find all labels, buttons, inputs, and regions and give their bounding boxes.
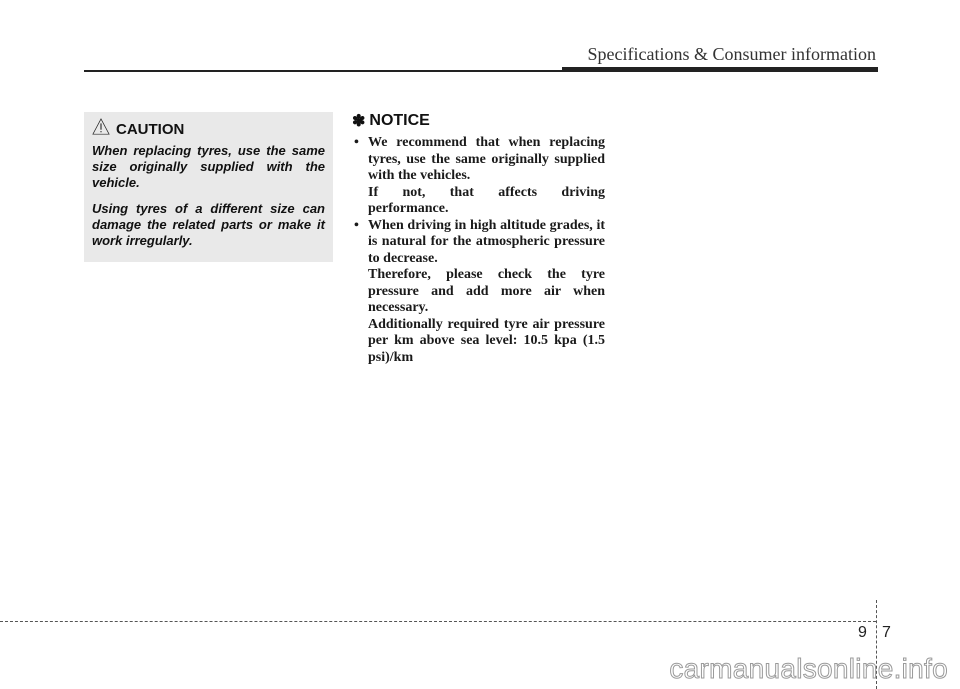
bullet-icon: •: [354, 217, 359, 233]
notice-section: [352, 111, 605, 366]
caution-heading: [92, 118, 325, 140]
caution-paragraph: Using tyres of a different size can damage the related parts or make it work irregularly.: [92, 201, 325, 248]
caution-box: [84, 112, 333, 262]
notice-text: When driving in high altitude grades, it is natural for the atmospheric pressure to decrease.: [368, 217, 605, 266]
header-rule-accent: [562, 67, 878, 72]
watermark: carmanualsonline.info: [669, 653, 948, 684]
warning-triangle-icon: [92, 118, 110, 140]
list-item: [352, 135, 605, 218]
caution-paragraph: When replacing tyres, use the same size originally supplied with the vehicle.: [92, 143, 325, 190]
bullet-icon: •: [354, 135, 359, 150]
notice-text: We recommend that when replacing tyres, use the same originally supplied with the vehicles.: [368, 135, 605, 183]
notice-text: Therefore, please check the tyre pressure and add more air when necessary.: [368, 267, 605, 315]
caution-label: CAUTION: [116, 120, 185, 138]
notice-label: NOTICE: [369, 112, 430, 129]
notice-text: If not, that affects driving performance.: [368, 184, 605, 216]
page-number: 7: [882, 624, 891, 641]
list-item: [352, 218, 605, 367]
chapter-number: 9: [858, 624, 867, 641]
notice-text: Additionally required tyre air pressure per km above sea level: 10.5 kpa (1.5 psi)/km: [368, 316, 605, 365]
notice-list: [352, 135, 605, 366]
header-title: Specifications & Consumer information: [587, 44, 876, 64]
footer-dashed-line: [0, 621, 876, 622]
asterisk-icon: ✽: [352, 113, 366, 130]
notice-heading: [352, 111, 605, 131]
